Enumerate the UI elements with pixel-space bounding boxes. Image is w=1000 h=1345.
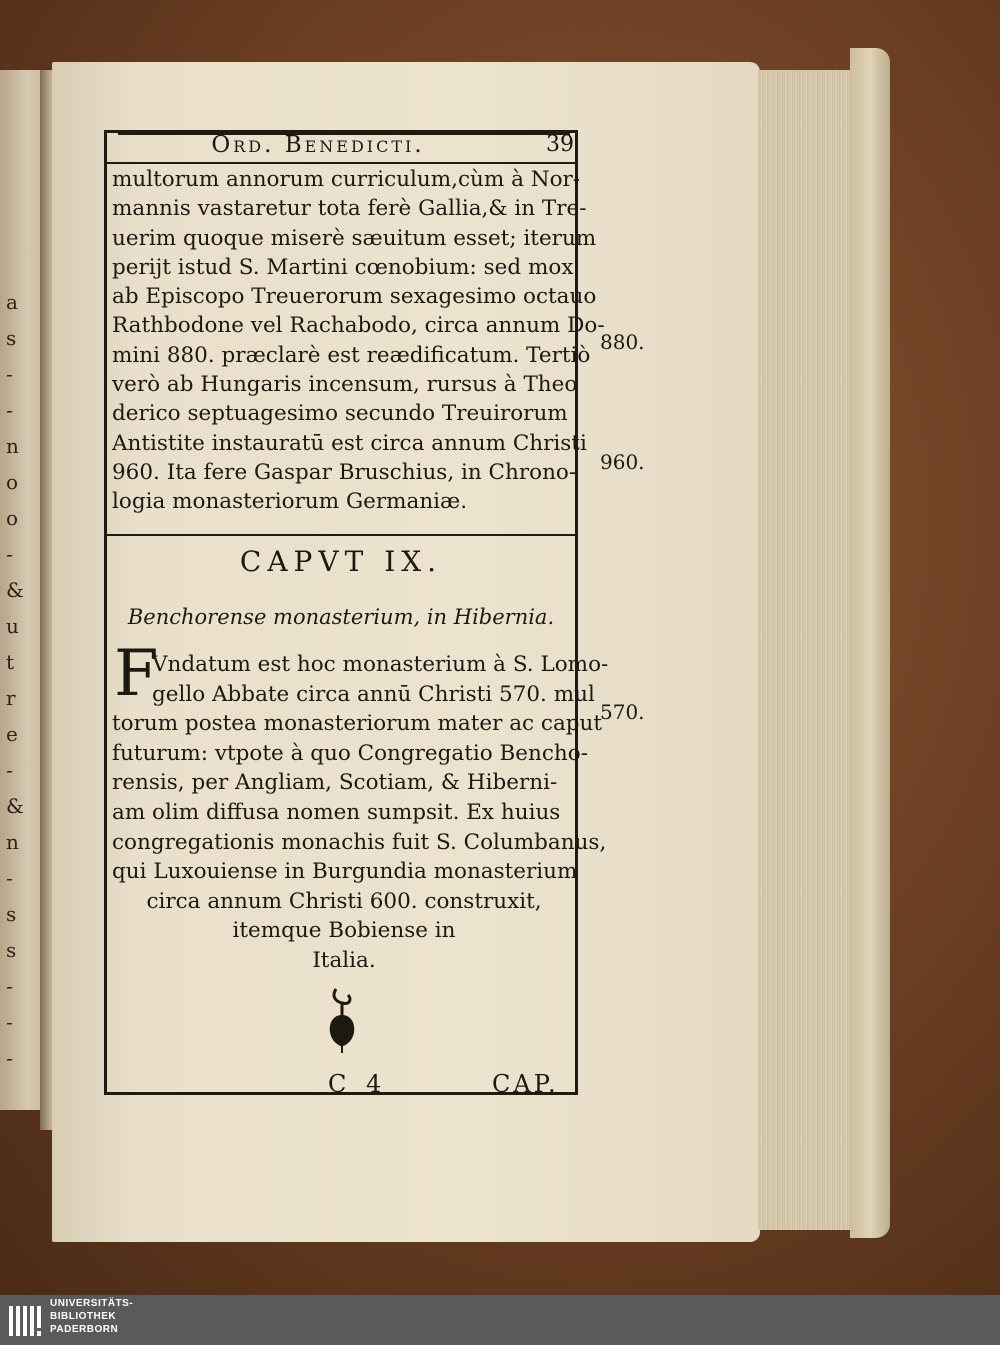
left-page-edge-char: o <box>6 470 19 494</box>
margin-note-570: 570. <box>600 700 645 724</box>
text-line: logia monasteriorum Germaniæ. <box>112 489 468 515</box>
text-line: Antistite instauratū est circa annum Christi <box>112 430 587 456</box>
text-line: qui Luxouiense in Burgundia monasterium <box>112 859 578 885</box>
text-line: Italia. <box>312 947 376 973</box>
text-line: torum postea monasteriorum mater ac caput <box>112 711 603 737</box>
book-cover-edge <box>850 48 890 1238</box>
text-line: perijt istud S. Martini cœnobium: sed mox <box>112 254 574 280</box>
library-name-line: PADERBORN <box>50 1324 119 1335</box>
left-page-edge-char: a <box>6 290 18 314</box>
chapter-body <box>112 650 609 976</box>
text-line: 960. Ita fere Gaspar Bruschius, in Chrono- <box>112 459 577 485</box>
text-line: circa annum Christi 600. construxit, <box>146 888 542 914</box>
left-page-edge-char: s <box>6 938 17 962</box>
text-line: Vndatum est hoc monasterium à S. Lomo- <box>152 652 609 677</box>
left-page-edge-char: u <box>6 614 19 638</box>
text-line: Rathbodone vel Rachabodo, circa annum Do- <box>112 313 605 339</box>
text-line: mini 880. præclarè est reædificatum. Tertiò <box>112 342 591 368</box>
left-page-edge-char: - <box>6 398 13 422</box>
left-page-edge-char: o <box>6 506 19 530</box>
left-page-edge-char: - <box>6 1010 13 1034</box>
footer-bar <box>0 1295 1000 1345</box>
header-rule-bottom <box>104 162 578 164</box>
text-line: mannis vastaretur tota ferè Gallia,& in Tre- <box>112 196 587 222</box>
left-page-edge-char: s <box>6 902 17 926</box>
text-line: rensis, per Angliam, Scotiam, & Hiberni- <box>112 770 558 796</box>
library-name-line: UNIVERSITÄTS- <box>50 1298 134 1309</box>
library-name <box>50 1297 133 1336</box>
margin-note-880: 880. <box>600 330 645 354</box>
text-line: futurum: vtpote à quo Congregatio Bencho- <box>112 740 588 766</box>
text-line: verò ab Hungaris incensum, rursus à Theo <box>112 372 578 398</box>
text-line: gello Abbate circa annū Christi 570. mul <box>152 681 595 707</box>
left-page-edge-char: - <box>6 866 13 890</box>
left-page-edge-char: & <box>6 578 24 602</box>
left-page-edge-char: - <box>6 1046 13 1070</box>
signature-mark: C 4 <box>328 1070 388 1098</box>
left-page-edge-char: t <box>6 650 15 674</box>
left-page-edge-char: - <box>6 758 13 782</box>
fleuron-ornament-icon <box>322 985 362 1055</box>
chapter-rule <box>104 534 578 536</box>
margin-note-960: 960. <box>600 450 645 474</box>
left-page-edge-char: n <box>6 830 19 854</box>
left-page-edge-char: - <box>6 362 13 386</box>
text-line: uerim quoque miserè sæuitum esset; iterum <box>112 225 597 251</box>
catchword: CAP. <box>492 1070 559 1098</box>
drop-cap: F <box>114 637 159 711</box>
left-page-edge-char: s <box>6 326 17 350</box>
body-text <box>112 165 605 517</box>
left-page-edge-char: - <box>6 974 13 998</box>
text-line: congregationis monachis fuit S. Columbanus, <box>112 829 607 855</box>
left-page-edge-char: e <box>6 722 18 746</box>
running-head: Ord. Benedicti. <box>211 132 425 158</box>
text-line: am olim diffusa nomen sumpsit. Ex huius <box>112 799 561 825</box>
left-page-edge-char: & <box>6 794 24 818</box>
library-logo-icon <box>8 1300 44 1340</box>
text-line: multorum annorum curriculum,cùm à Nor- <box>112 167 581 192</box>
left-page-edge-char: - <box>6 542 13 566</box>
page-number: 39 <box>546 132 574 157</box>
library-name-line: BIBLIOTHEK <box>50 1311 117 1322</box>
chapter-title: CAPVT IX. <box>239 545 443 578</box>
left-page-edge-char: n <box>6 434 19 458</box>
text-line: ab Episcopo Treuerorum sexagesimo octauo <box>112 284 597 310</box>
text-line: derico septuagesimo secundo Treuirorum <box>112 401 568 427</box>
chapter-subtitle: Benchorense monasterium, in Hibernia. <box>127 605 555 629</box>
left-page-edge-char: r <box>6 686 16 710</box>
text-line: itemque Bobiense in <box>232 918 456 944</box>
